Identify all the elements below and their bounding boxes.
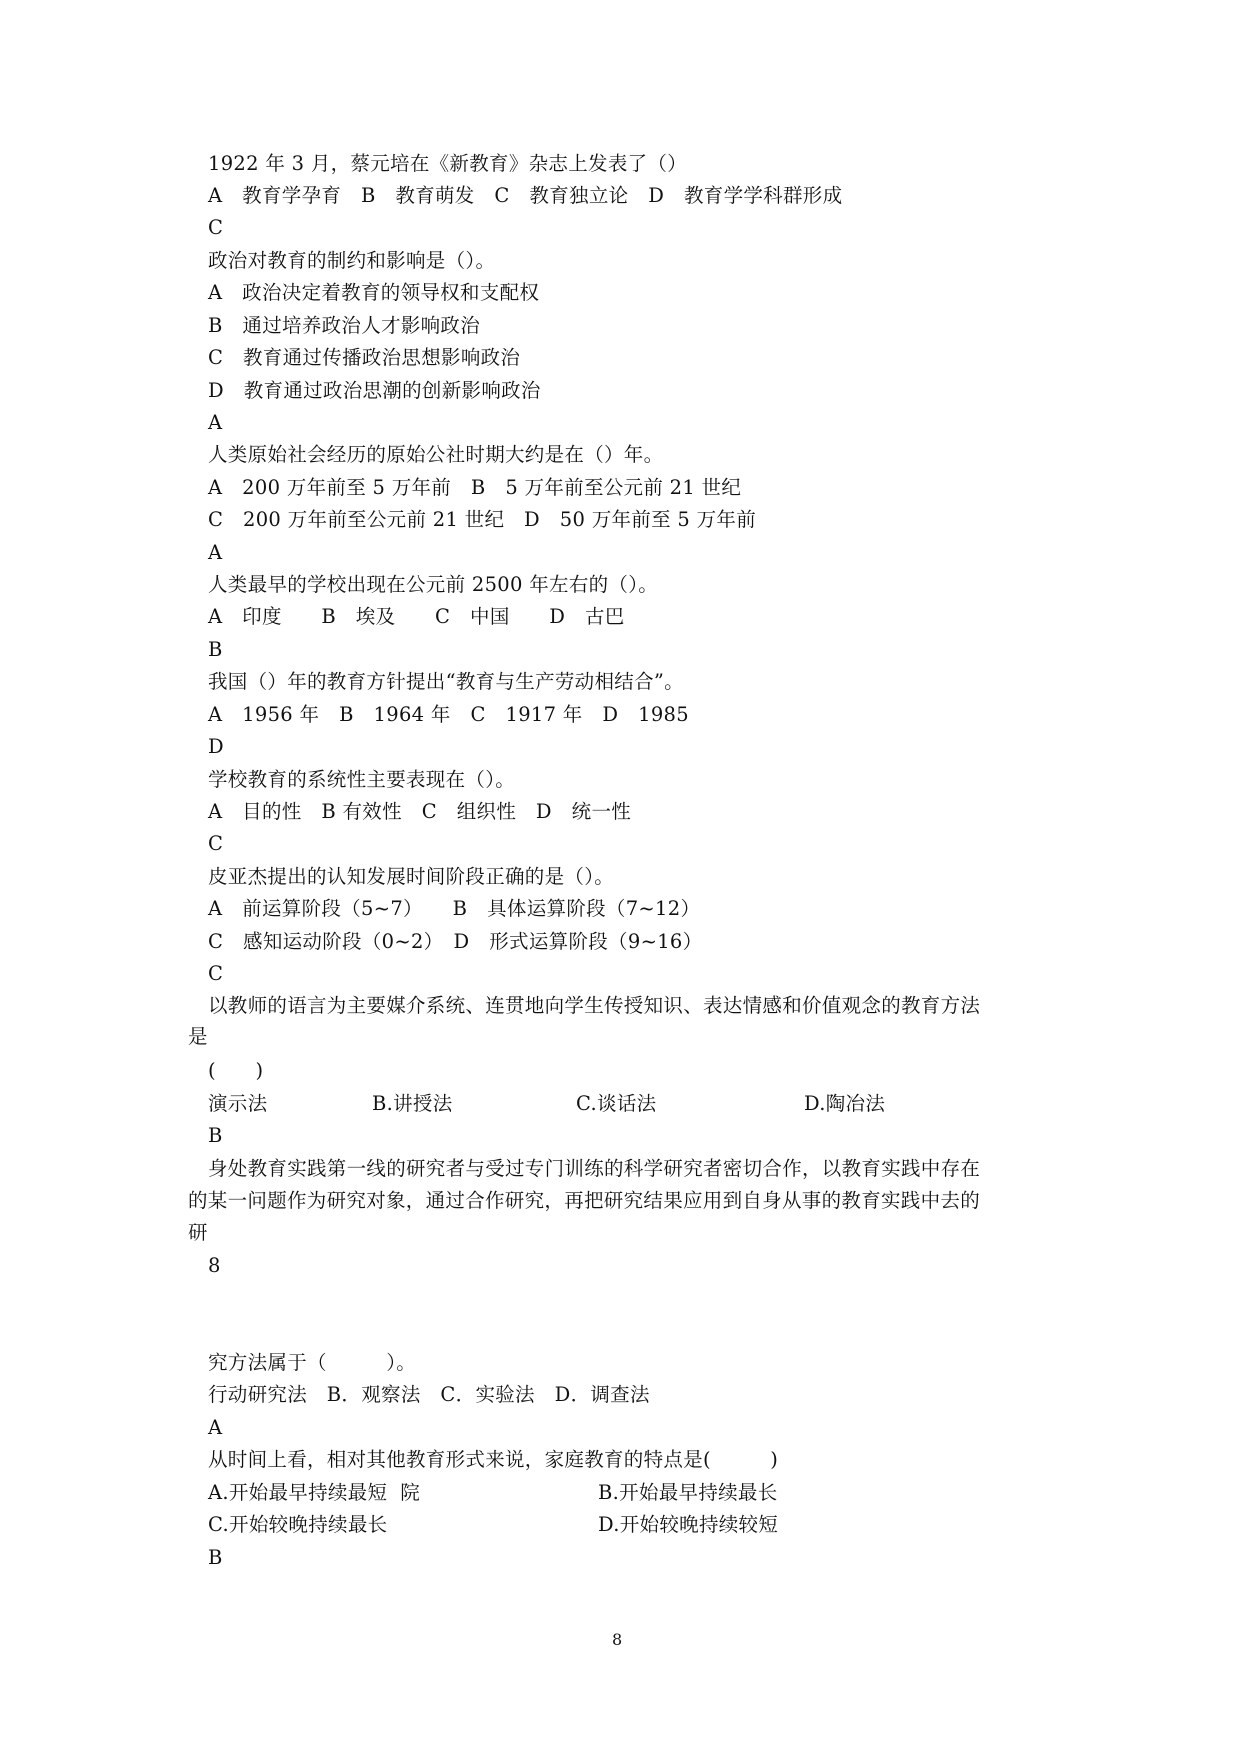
question-8-blank: ( )	[208, 1059, 264, 1082]
question-7-answer: C	[208, 962, 224, 985]
question-3-options-ab: A 200 万年前至 5 万年前 B 5 万年前至公元前 21 世纪	[208, 476, 742, 499]
question-3-stem: 人类原始社会经历的原始公社时期大约是在（）年。	[208, 443, 664, 466]
question-2-stem: 政治对教育的制约和影响是（）。	[208, 249, 496, 272]
question-2-option-d: D 教育通过政治思潮的创新影响政治	[208, 379, 541, 402]
question-8-stem-continued: 是	[188, 1025, 208, 1048]
question-10-answer: B	[208, 1546, 223, 1569]
question-2-option-b: B 通过培养政治人才影响政治	[208, 314, 481, 337]
question-10-option-a: A.开始最早持续最短 院	[208, 1481, 421, 1504]
question-1-answer: C	[208, 216, 224, 239]
question-9-stem-line-3: 研	[188, 1221, 208, 1244]
question-9-options: 行动研究法 B．观察法 C．实验法 D．调查法	[208, 1383, 650, 1406]
question-5-answer: D	[208, 735, 224, 758]
question-7-options-cd: C 感知运动阶段（0~2） D 形式运算阶段（9~16）	[208, 930, 703, 953]
page-number: 8	[612, 1630, 623, 1649]
question-7-options-ab: A 前运算阶段（5~7） B 具体运算阶段（7~12）	[208, 897, 701, 920]
question-5-options: A 1956 年 B 1964 年 C 1917 年 D 1985	[208, 703, 689, 726]
question-2-option-c: C 教育通过传播政治思想影响政治	[208, 346, 521, 369]
question-8-option-a: 演示法	[208, 1092, 268, 1115]
question-2-answer: A	[208, 411, 223, 434]
inline-page-marker: 8	[208, 1254, 221, 1277]
question-8-option-d: D.陶冶法	[804, 1092, 886, 1115]
question-4-answer: B	[208, 638, 223, 661]
question-8-stem: 以教师的语言为主要媒介系统、连贯地向学生传授知识、表达情感和价值观念的教育方法	[208, 994, 981, 1017]
question-3-answer: A	[208, 541, 223, 564]
question-3-options-cd: C 200 万年前至公元前 21 世纪 D 50 万年前至 5 万年前	[208, 508, 756, 531]
question-9-stem-line-2: 的某一问题作为研究对象，通过合作研究，再把研究结果应用到自身从事的教育实践中去的	[188, 1189, 981, 1212]
question-6-stem: 学校教育的系统性主要表现在（）。	[208, 768, 516, 791]
question-7-stem: 皮亚杰提出的认知发展时间阶段正确的是（）。	[208, 865, 615, 888]
question-10-option-d: D.开始较晚持续较短	[598, 1513, 779, 1536]
question-2-option-a: A 政治决定着教育的领导权和支配权	[208, 281, 540, 304]
question-9-stem-line-4: 究方法属于（ ）。	[208, 1351, 417, 1374]
question-9-stem-line-1: 身处教育实践第一线的研究者与受过专门训练的科学研究者密切合作，以教育实践中存在	[208, 1157, 981, 1180]
question-6-options: A 目的性 B 有效性 C 组织性 D 统一性	[208, 800, 632, 823]
question-5-stem: 我国（）年的教育方针提出“教育与生产劳动相结合”。	[208, 670, 684, 693]
question-1-options: A 教育学孕育 B 教育萌发 C 教育独立论 D 教育学学科群形成	[208, 184, 843, 207]
question-8-option-c: C.谈话法	[576, 1092, 657, 1115]
question-4-options: A 印度 B 埃及 C 中国 D 古巴	[208, 605, 625, 628]
question-4-stem: 人类最早的学校出现在公元前 2500 年左右的（）。	[208, 573, 659, 596]
question-6-answer: C	[208, 832, 224, 855]
question-8-answer: B	[208, 1124, 223, 1147]
question-10-stem: 从时间上看，相对其他教育形式来说，家庭教育的特点是( )	[208, 1448, 779, 1471]
question-10-option-b: B.开始最早持续最长	[598, 1481, 778, 1504]
question-8-option-b: B.讲授法	[372, 1092, 453, 1115]
question-10-option-c: C.开始较晚持续最长	[208, 1513, 388, 1536]
question-9-answer: A	[208, 1416, 223, 1439]
question-1-stem: 1922 年 3 月，蔡元培在《新教育》杂志上发表了（）	[208, 152, 688, 175]
